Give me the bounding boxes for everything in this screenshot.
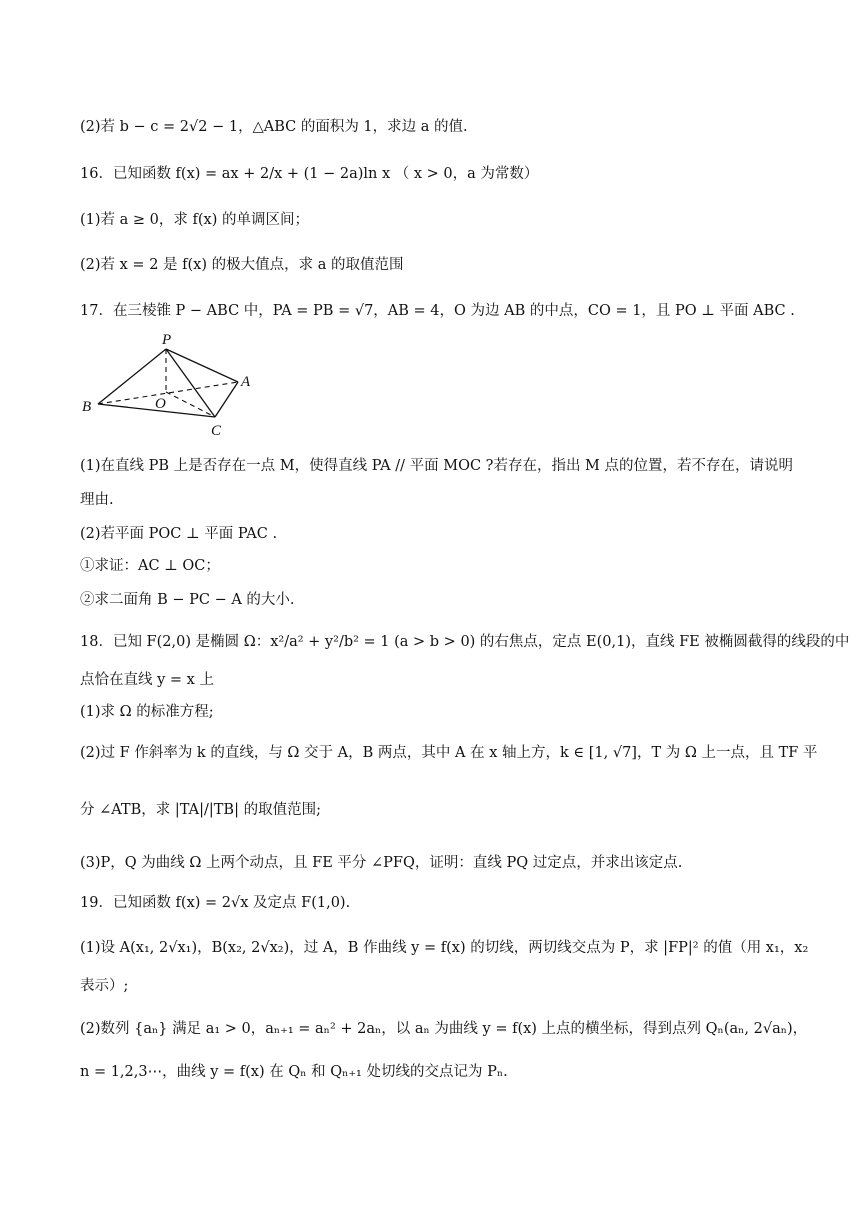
problem-17-stem: 17．在三棱锥 P − ABC 中，PA = PB = √7，AB = 4，O 为边 AB 的中点，CO = 1，且 PO ⊥ 平面 ABC . — [80, 303, 795, 319]
label-p: P — [162, 332, 172, 348]
problem-16-stem: 16．已知函数 f(x) = ax + 2/x + (1 − 2a)ln x （ x > 0，a 为常数） — [80, 166, 539, 182]
problem-19-part-2: (2)数列 {aₙ} 满足 a₁ > 0，aₙ₊₁ = aₙ² + 2aₙ，以 aₙ 为曲线 y = f(x) 上点的横坐标，得到点列 Qₙ(aₙ, 2√aₙ)， — [80, 1021, 808, 1037]
problem-19-stem: 19．已知函数 f(x) = 2√x 及定点 F(1,0). — [80, 895, 351, 911]
problem-15-part-2: (2)若 b − c = 2√2 − 1，△ABC 的面积为 1，求边 a 的值. — [80, 119, 468, 135]
label-o: O — [155, 396, 166, 412]
problem-19-part-2-cont: n = 1,2,3⋯，曲线 y = f(x) 在 Qₙ 和 Qₙ₊₁ 处切线的交点记为 Pₙ. — [80, 1064, 508, 1080]
label-b: B — [82, 399, 92, 415]
problem-17-part-2-ii: ②求二面角 B − PC − A 的大小. — [80, 592, 295, 608]
problem-17-part-1: (1)在直线 PB 上是否存在一点 M，使得直线 PA // 平面 MOC ?若存在，指出 M 点的位置，若不存在，请说明 — [80, 458, 794, 474]
label-c: C — [211, 423, 222, 439]
problem-17-part-1-cont: 理由. — [80, 492, 114, 508]
problem-18-stem-cont: 点恰在直线 y = x 上 — [80, 672, 214, 688]
problem-19-part-1: (1)设 A(x₁, 2√x₁)，B(x₂, 2√x₂)，过 A，B 作曲线 y = f(x) 的切线，两切线交点为 P，求 |FP|² 的值（用 x₁，x₂ — [80, 940, 809, 956]
label-a: A — [241, 374, 251, 390]
problem-16-part-1: (1)若 a ≥ 0，求 f(x) 的单调区间； — [80, 212, 309, 228]
problem-18-part-2-cont: 分 ∠ATB，求 |TA|/|TB| 的取值范围; — [80, 802, 321, 818]
problem-18-part-3: (3)P，Q 为曲线 Ω 上两个动点，且 FE 平分 ∠PFQ，证明：直线 PQ 过定点，并求出该定点. — [80, 855, 683, 871]
problem-18-stem: 18．已知 F(2,0) 是椭圆 Ω：x²/a² + y²/b² = 1 (a > b > 0) 的右焦点，定点 E(0,1)，直线 FE 被椭圆截得的线段的中 — [80, 634, 850, 650]
problem-18-part-2: (2)过 F 作斜率为 k 的直线，与 Ω 交于 A，B 两点，其中 A 在 x 轴上方，k ∈ [1, √7]，T 为 Ω 上一点，且 TF 平 — [80, 745, 818, 761]
problem-17-part-2-i: ①求证：AC ⊥ OC； — [80, 558, 220, 574]
pyramid-figure — [78, 332, 268, 442]
problem-18-part-1: (1)求 Ω 的标准方程; — [80, 704, 214, 720]
problem-16-part-2: (2)若 x = 2 是 f(x) 的极大值点，求 a 的取值范围 — [80, 257, 404, 273]
problem-17-part-2: (2)若平面 POC ⊥ 平面 PAC . — [80, 526, 278, 542]
problem-19-part-1-cont: 表示）; — [80, 978, 129, 994]
